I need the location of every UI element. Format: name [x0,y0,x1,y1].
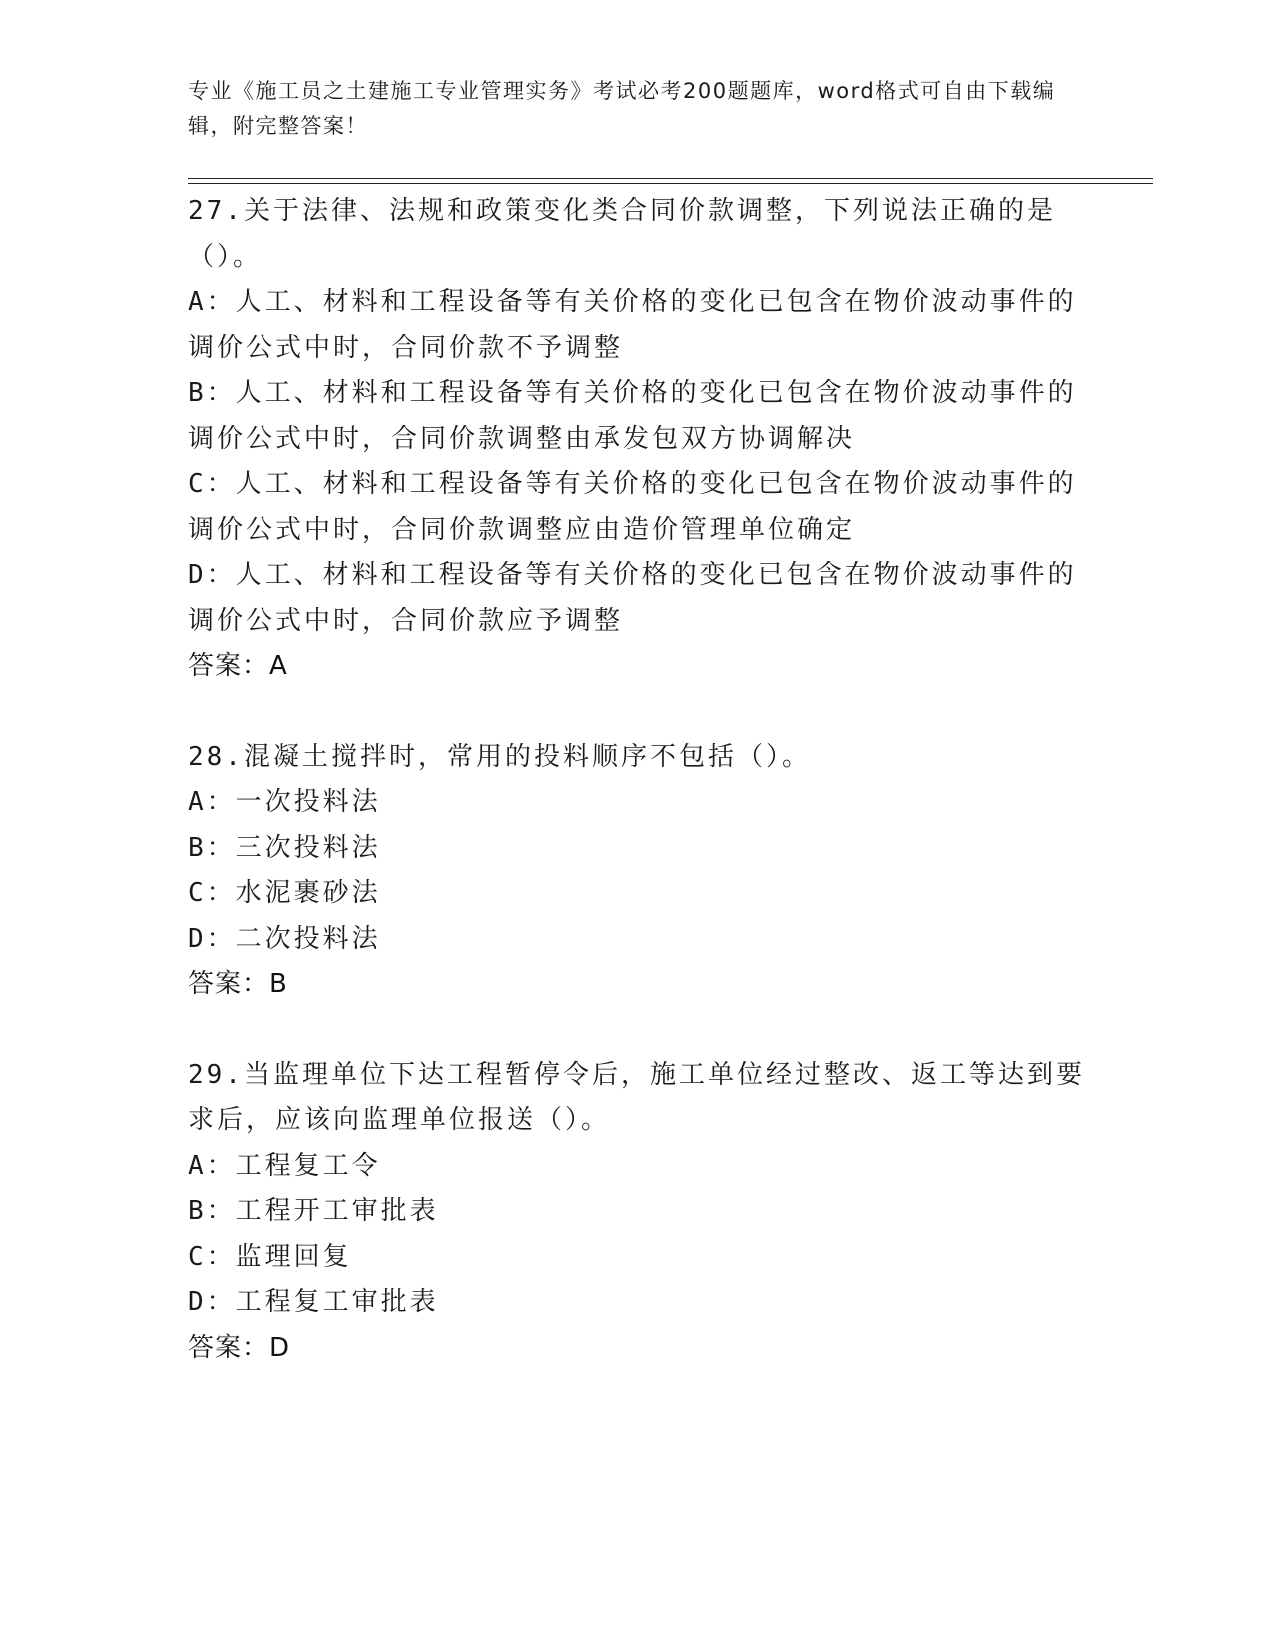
option-c: C：监理回复 [188,1241,352,1272]
option-a: A：一次投料法 [188,787,381,817]
question-list [188,189,1088,1371]
question-stem: 27.关于法律、法规和政策变化类合同价款调整，下列说法正确的是（）。 [188,196,1056,272]
question-stem: 28.混凝土搅拌时，常用的投料顺序不包括（）。 [188,741,811,772]
option-b: B：工程开工审批表 [188,1196,439,1226]
option-d: D：人工、材料和工程设备等有关价格的变化已包含在物价波动事件的调价公式中时，合同价款应予调整 [188,560,1077,636]
header-rule-top [188,178,1153,179]
option-a: A：工程复工令 [188,1150,381,1181]
option-b: B：三次投料法 [188,832,381,863]
answer-line: 答案：B [188,969,288,999]
question-28 [188,735,1088,1008]
question-27 [188,189,1088,690]
question-stem: 29.当监理单位下达工程暂停令后，施工单位经过整改、返工等达到要求后，应该向监理单位报送（）。 [188,1059,1085,1135]
option-d: D：工程复工审批表 [188,1287,439,1317]
answer-line: 答案：A [188,651,288,681]
document-header: 专业《施工员之土建施工专业管理实务》考试必考200题题库，word格式可自由下载编辑，附完整答案！ [188,79,1056,138]
header-rule-bottom [188,183,1153,184]
option-c: C：人工、材料和工程设备等有关价格的变化已包含在物价波动事件的调价公式中时，合同价款调整应由造价管理单位确定 [188,469,1077,545]
option-d: D：二次投料法 [188,923,381,954]
option-c: C：水泥裹砂法 [188,878,381,908]
answer-line: 答案：D [188,1332,291,1363]
option-a: A：人工、材料和工程设备等有关价格的变化已包含在物价波动事件的调价公式中时，合同价款不予调整 [188,287,1077,363]
option-b: B：人工、材料和工程设备等有关价格的变化已包含在物价波动事件的调价公式中时，合同价款调整由承发包双方协调解决 [188,378,1077,454]
question-29 [188,1053,1088,1372]
